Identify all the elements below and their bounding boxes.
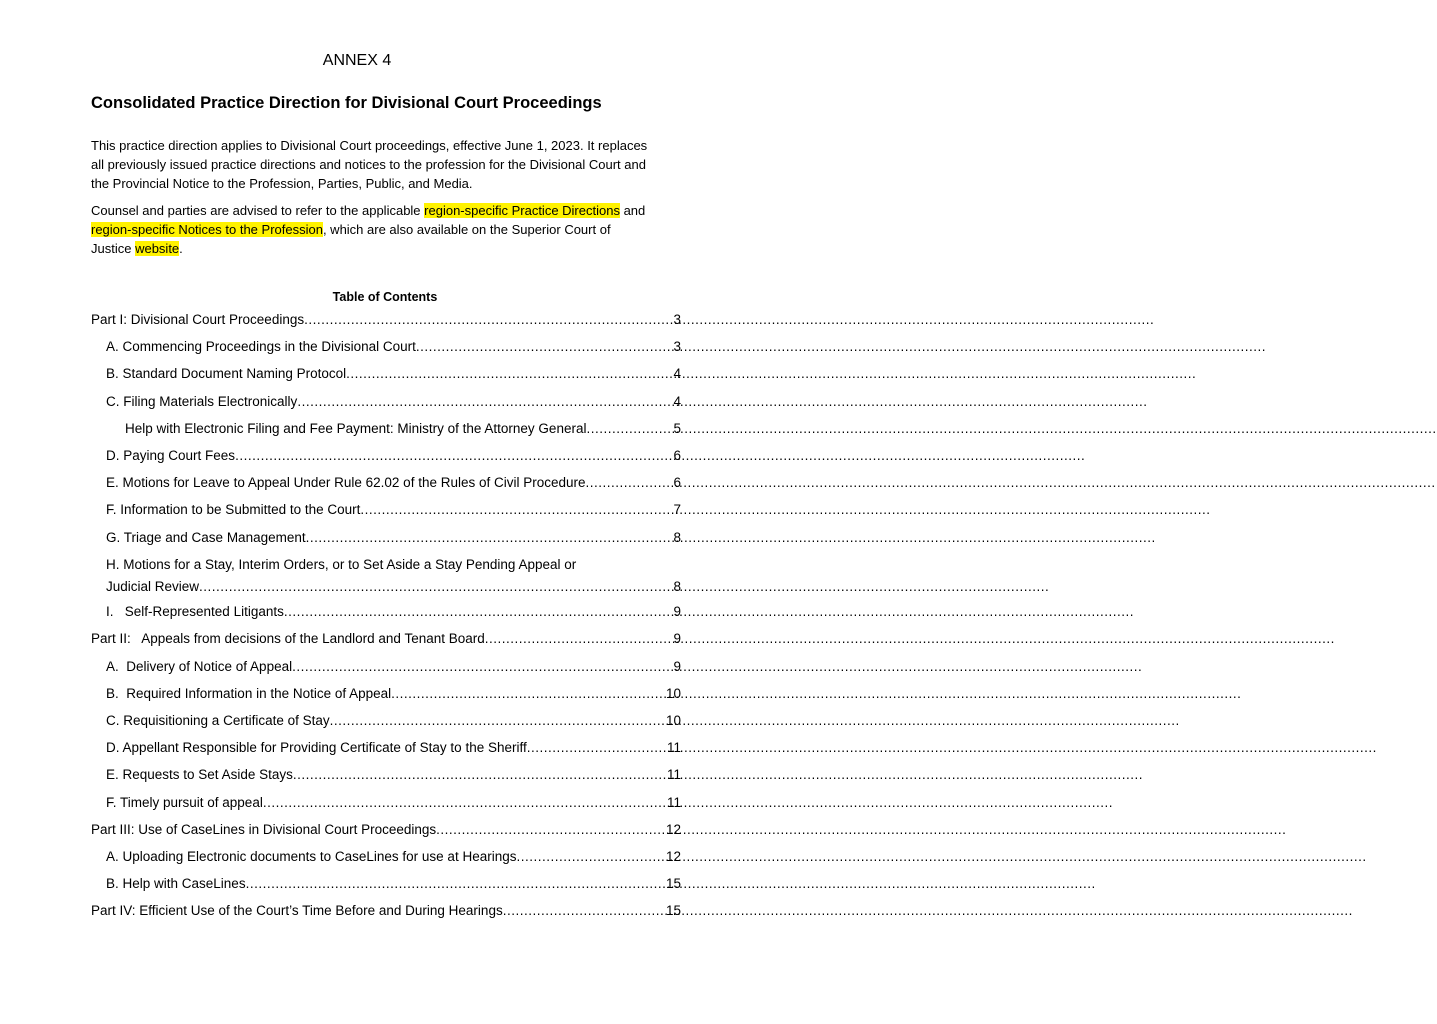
toc-entry[interactable]: D. Appellant Responsible for Providing Certificate of Stay to the Sheriff ..... 11 bbox=[91, 737, 681, 764]
toc-entry[interactable]: E. Motions for Leave to Appeal Under Rule 62.02 of the Rules of Civil Procedure ..... 6 bbox=[91, 472, 681, 499]
toc-entry[interactable]: D. Paying Court Fees ..... 6 bbox=[91, 445, 681, 472]
table-of-contents bbox=[91, 309, 681, 927]
link-website[interactable]: website bbox=[135, 241, 180, 256]
toc-entry[interactable]: E. Requests to Set Aside Stays ..... 11 bbox=[91, 764, 681, 791]
link-region-notices[interactable]: region-specific Notices to the Profession bbox=[91, 222, 323, 237]
toc-entry[interactable]: F. Information to be Submitted to the Court ..... 7 bbox=[91, 499, 681, 526]
intro-paragraph-2 bbox=[91, 201, 651, 258]
toc-entry[interactable]: I. Self-Represented Litigants ..... 9 bbox=[91, 601, 681, 628]
annex-label: ANNEX 4 bbox=[322, 52, 392, 69]
intro-paragraph-1: This practice direction applies to Divisional Court proceedings, effective June 1, 2023. It replaces all previously issued practice directions and notices to the profession for the Divisional Court and the Provincial Notice to the Profession, Parties, Public, and Media. bbox=[91, 138, 648, 191]
toc-entry[interactable]: Part IV: Efficient Use of the Court’s Time Before and During Hearings ..... 15 bbox=[91, 900, 681, 927]
toc-entry[interactable]: A. Uploading Electronic documents to CaseLines for use at Hearings ..... 12 bbox=[91, 846, 681, 873]
intro-text-b: and bbox=[619, 203, 646, 218]
toc-entry[interactable]: A. Delivery of Notice of Appeal ..... 9 bbox=[91, 656, 681, 683]
toc-entry[interactable]: A. Commencing Proceedings in the Divisional Court ..... 3 bbox=[91, 336, 681, 363]
toc-entry[interactable]: Help with Electronic Filing and Fee Payment: Ministry of the Attorney General ..... 5 bbox=[91, 418, 681, 445]
toc-entry[interactable]: C. Filing Materials Electronically ..... 4 bbox=[91, 391, 681, 418]
toc-entry[interactable]: Part I: Divisional Court Proceedings ..... 3 bbox=[91, 309, 681, 336]
toc-entry[interactable]: F. Timely pursuit of appeal ..... 11 bbox=[91, 792, 681, 819]
toc-entry[interactable]: C. Requisitioning a Certificate of Stay ..... 10 bbox=[91, 710, 681, 737]
link-region-practice-directions[interactable]: region-specific Practice Directions bbox=[424, 203, 620, 218]
intro-text-c: , which are also available on the Superior Court of Justice bbox=[91, 222, 611, 256]
toc-title: Table of Contents bbox=[332, 290, 438, 304]
toc-entry[interactable]: Part II: Appeals from decisions of the Landlord and Tenant Board ..... 9 bbox=[91, 628, 681, 655]
page-title: Consolidated Practice Direction for Divisional Court Proceedings bbox=[91, 94, 602, 112]
toc-entry[interactable]: Part III: Use of CaseLines in Divisional Court Proceedings ..... 12 bbox=[91, 819, 681, 846]
toc-entry[interactable]: H. Motions for a Stay, Interim Orders, or to Set Aside a Stay Pending Appeal or Judicial Review ..... 8 bbox=[91, 554, 681, 602]
toc-entry[interactable]: B. Help with CaseLines ..... 15 bbox=[91, 873, 681, 900]
intro-text-a: Counsel and parties are advised to refer to the applicable bbox=[91, 203, 425, 218]
toc-entry[interactable]: G. Triage and Case Management ..... 8 bbox=[91, 527, 681, 554]
toc-entry[interactable]: B. Required Information in the Notice of Appeal ..... 10 bbox=[91, 683, 681, 710]
intro-text-d: . bbox=[179, 241, 183, 256]
toc-entry[interactable]: B. Standard Document Naming Protocol ..... 4 bbox=[91, 363, 681, 390]
